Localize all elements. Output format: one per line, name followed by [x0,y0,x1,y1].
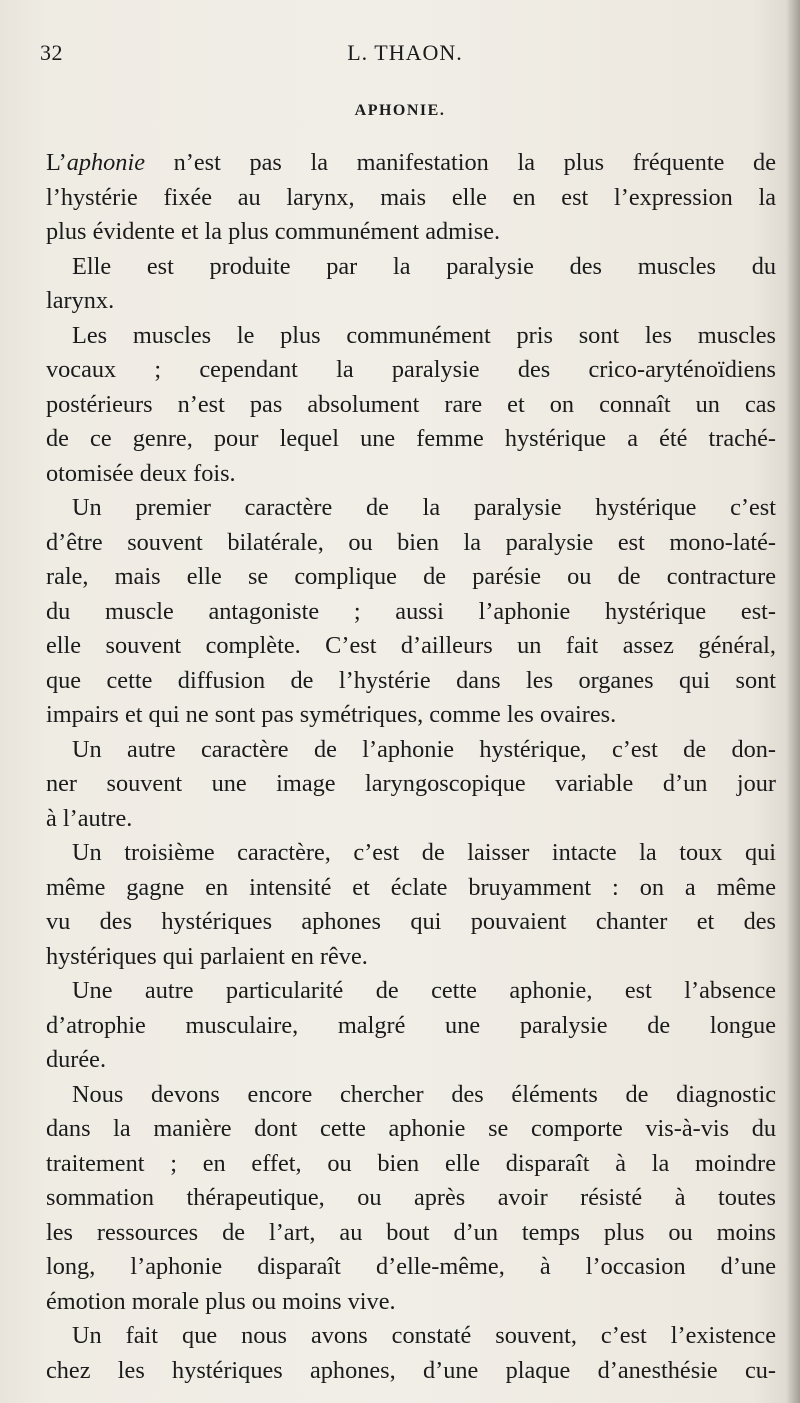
text-line: les ressources de l’art, au bout d’un temps plus ou moins [46,1218,776,1246]
text-line: Un autre caractère de l’aphonie hystérique, c’est de don- [72,735,776,763]
text-line: Un fait que nous avons constaté souvent, c’est l’existence [72,1322,776,1349]
text-line: dans la manière dont cette aphonie se comporte vis-à-vis du [46,1115,776,1142]
running-head: L. THAON. [347,40,463,65]
section-title: APHONIE. [354,102,446,119]
italic-term: aphonie [66,149,145,176]
text-line: d’être souvent bilatérale, ou bien la paralysie est mono-laté- [46,528,776,556]
text-line: vocaux ; cependant la paralysie des crico-aryténoïdiens [46,356,776,383]
text-line: impairs et qui ne sont pas symétriques, comme les ovaires. [46,701,617,728]
text-line: d’atrophie musculaire, malgré une paralysie de longue [46,1011,776,1039]
text-line: à l’autre. [46,804,133,832]
text-line: sommation thérapeutique, ou après avoir résisté à toutes [46,1184,776,1211]
text-line: Un premier caractère de la paralysie hystérique c’est [72,494,776,521]
text-line: Un troisième caractère, c’est de laisser intacte la toux qui [72,839,776,866]
line-text: n’est pas la manifestation la plus fréquente de [144,149,776,176]
text-line: chez les hystériques aphones, d’une plaque d’anesthésie cu- [46,1356,776,1384]
body-text [46,146,776,1388]
paragraph [46,733,776,837]
text-line: que cette diffusion de l’hystérie dans les organes qui sont [46,666,776,694]
lead-text: L’ [46,149,67,176]
text-line: hystériques qui parlaient en rêve. [46,942,368,970]
text-line: Elle est produite par la paralysie des muscles du [72,252,776,280]
paragraph [46,1319,776,1388]
paragraph [46,319,776,492]
paragraph [46,146,776,250]
text-line: plus évidente et la plus communément admise. [46,218,501,245]
text-line: émotion morale plus ou moins vive. [46,1287,396,1315]
paragraph [46,1078,776,1320]
text-line [46,146,776,181]
text-line: elle souvent complète. C’est d’ailleurs un fait assez général, [46,632,776,659]
text-line: même gagne en intensité et éclate bruyamment : on a même [46,873,776,901]
page-header [40,40,770,80]
text-line: vu des hystériques aphones qui pouvaient chanter et des [46,908,776,935]
text-line: ner souvent une image laryngoscopique variable d’un jour [46,770,776,797]
text-line: durée. [46,1046,107,1073]
text-line: Les muscles le plus communément pris sont les muscles [72,321,776,349]
text-line: long, l’aphonie disparaît d’elle-même, à l’occasion d’une [46,1253,776,1280]
text-line: Nous devons encore chercher des éléments de diagnostic [72,1080,776,1108]
paragraph [46,250,776,319]
text-line: de ce genre, pour lequel une femme hystérique a été traché- [46,425,776,452]
text-line: postérieurs n’est pas absolument rare et on connaît un cas [46,390,776,418]
text-line: traitement ; en effet, ou bien elle disparaît à la moindre [46,1149,776,1177]
paragraph [46,974,776,1078]
page-edge-shadow [786,0,800,1403]
paragraph [46,491,776,733]
text-line: Une autre particularité de cette aphonie, est l’absence [72,977,776,1004]
text-line: larynx. [46,287,115,314]
text-line: l’hystérie fixée au larynx, mais elle en est l’expression la [46,183,776,211]
page-number: 32 [40,40,63,65]
paragraph [46,836,776,974]
text-line: otomisée deux fois. [46,459,236,487]
text-line: du muscle antagoniste ; aussi l’aphonie hystérique est- [46,597,776,625]
text-line: rale, mais elle se complique de parésie ou de contracture [46,563,776,590]
